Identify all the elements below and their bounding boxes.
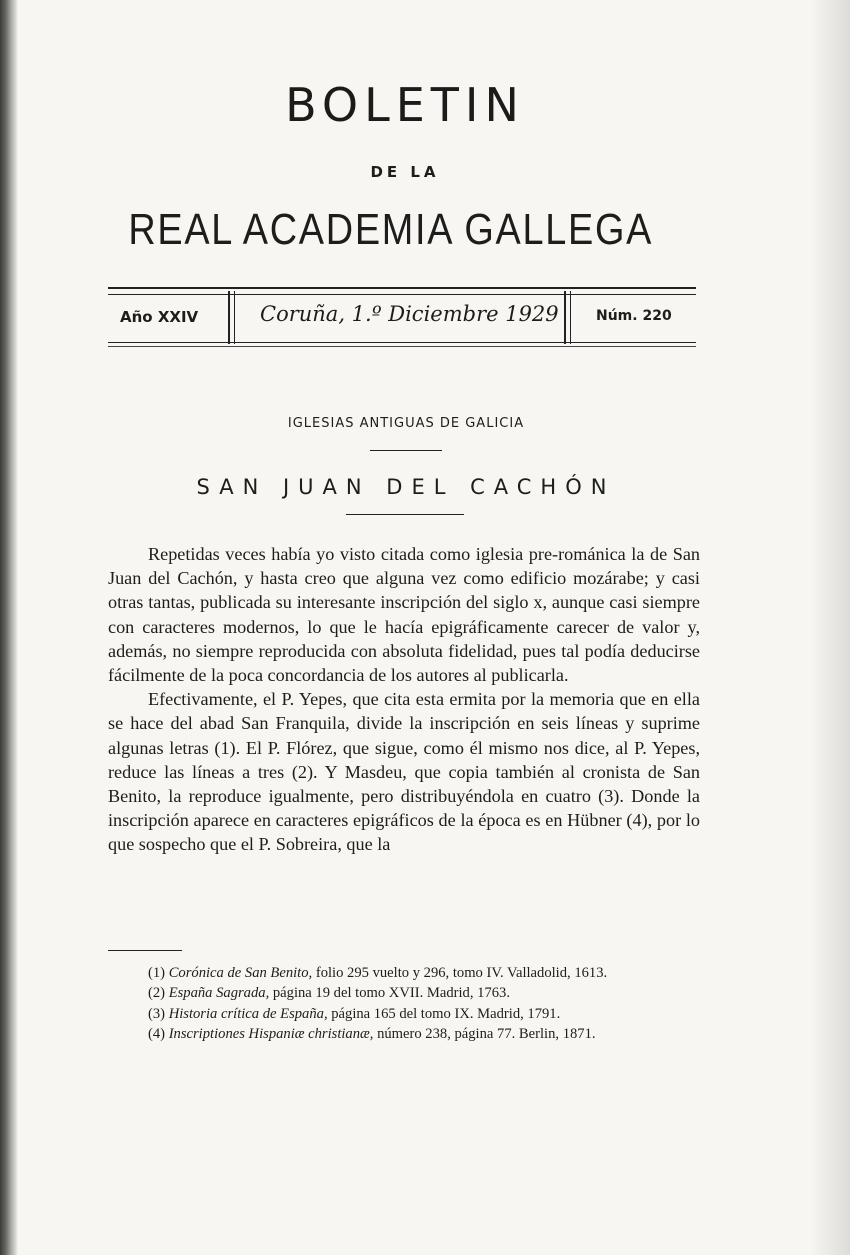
footnote-work: Historia crítica de España, xyxy=(168,1005,328,1022)
footnote-detail: folio 295 vuelto y 296, tomo IV. Valladolid, 1613. xyxy=(312,965,608,981)
footnote xyxy=(108,963,700,983)
footnote-work: Inscriptiones Hispaniæ christianæ, xyxy=(168,1025,374,1042)
page-edge-shadow xyxy=(810,0,850,1255)
band-separator xyxy=(228,291,235,344)
article-title: SAN JUAN DEL CACHÓN xyxy=(196,475,616,499)
band-top-rule xyxy=(108,287,696,295)
footnote-mark: (2) xyxy=(148,985,166,1002)
footnote-rule xyxy=(108,950,182,951)
band-separator xyxy=(564,291,571,344)
footnote xyxy=(108,1004,700,1024)
issue-number: Núm. 220 xyxy=(596,308,672,324)
footnote-detail: página 165 del tomo IX. Madrid, 1791. xyxy=(327,1005,561,1022)
footnote-work: España Sagrada, xyxy=(168,985,270,1002)
footnote-mark: (3) xyxy=(148,1005,166,1022)
issue-info-band xyxy=(108,287,696,347)
issue-year: Año XXIV xyxy=(120,308,199,326)
body-paragraph: Efectivamente, el P. Yepes, que cita esta ermita por la memoria que en ella se hace del abad San Franquila, divide la inscripción en seis líneas y suprime algunas letras (1). El P. Flórez, que sigue, como él mismo nos dice, al P. Yepes, reduce las líneas a tres (2). Y Masdeu, que copia también al cronista de San Benito, la reproduce igualmente, pero distribuyéndola en cuatro (3). Donde la inscripción aparece en caracteres epigráficos de la época es en Hübner (4), por lo que sospecho que el P. Sobreira, que la xyxy=(108,689,700,855)
footnote-work: Corónica de San Benito, xyxy=(168,965,313,981)
masthead-title: BOLETIN xyxy=(285,78,525,132)
issue-place-date: Coruña, 1.º Diciembre 1929 xyxy=(260,302,559,326)
body-paragraph: Repetidas veces había yo visto citada como iglesia pre-románica la de San Juan del Cachón, y hasta creo que alguna vez como edificio mozárabe; y casi otras tantas, publicada su interesante inscripción del siglo x, aunque casi siempre con caracteres modernos, lo que le hacía epigráficamente carecer de valor y, además, no siempre reproducida con absoluta fidelidad, pues tal podía deducirse fácilmente de la poca concordancia de los autores al publicarla. xyxy=(108,544,700,686)
band-bottom-rule xyxy=(108,342,696,347)
footnote-detail: número 238, página 77. Berlin, 1871. xyxy=(373,1025,596,1042)
footnote xyxy=(108,983,700,1003)
section-heading: IGLESIAS ANTIGUAS DE GALICIA xyxy=(287,416,525,431)
section-rule xyxy=(370,450,442,451)
footnote xyxy=(108,1024,700,1044)
footnotes xyxy=(108,963,700,1044)
article-body xyxy=(108,542,700,857)
footnote-mark: (1) xyxy=(148,965,166,981)
footnote-mark: (4) xyxy=(148,1025,166,1042)
masthead-connector: DE LA xyxy=(370,163,440,181)
title-rule xyxy=(346,514,464,515)
masthead-academy-name: REAL ACADEMIA GALLEGA xyxy=(128,205,654,254)
page-spine-shadow xyxy=(0,0,18,1255)
footnote-detail: página 19 del tomo XVII. Madrid, 1763. xyxy=(269,985,510,1002)
